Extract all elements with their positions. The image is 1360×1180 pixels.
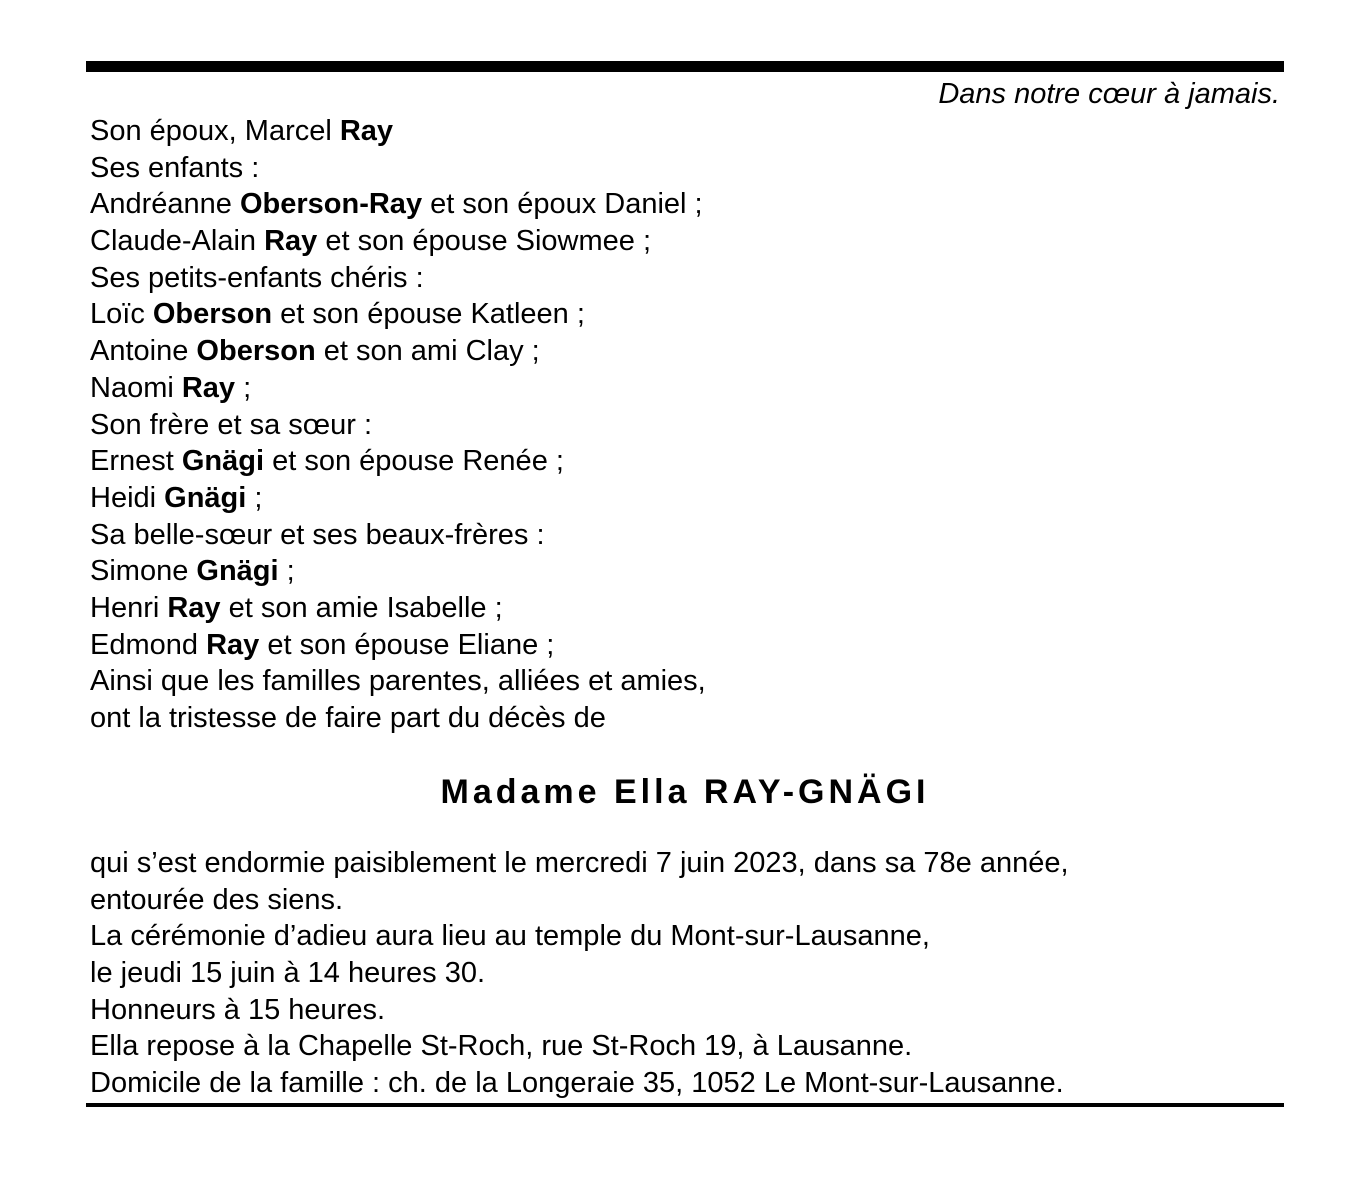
family-surname: Oberson (196, 335, 316, 368)
family-line: Loïc Oberson et son épouse Katleen ; (90, 298, 585, 331)
family-surname: Ray (339, 115, 394, 147)
family-line: Heidi Gnägi ; (90, 481, 263, 514)
info-line: Ella repose à la Chapelle St-Roch, rue St-Roch 19, à Lausanne. (90, 1030, 913, 1063)
top-border-rule (86, 61, 1284, 72)
info-line: entourée des siens. (90, 883, 344, 916)
family-surname: Oberson (152, 298, 273, 331)
family-line: ont la tristesse de faire part du décès de (90, 702, 606, 734)
info-line: La cérémonie d’adieu aura lieu au temple du Mont-sur-Lausanne, (90, 920, 930, 953)
family-line: Ernest Gnägi et son épouse Renée ; (90, 445, 564, 478)
family-line: Andréanne Oberson-Ray et son époux Daniel ; (90, 188, 703, 221)
deceased-name-heading: Madame Ella RAY-GNÄGI (440, 773, 930, 811)
family-surname: Gnägi (164, 481, 247, 514)
family-line: Ses enfants : (90, 151, 260, 184)
family-surname: Ray (181, 371, 236, 404)
bottom-border-rule (86, 1103, 1284, 1107)
family-line: Son époux, Marcel Ray (90, 115, 394, 147)
family-surname: Ray (206, 628, 260, 661)
family-line: Claude-Alain Ray et son épouse Siowmee ; (90, 225, 652, 258)
ceremony-info (90, 845, 1280, 1102)
family-line: Henri Ray et son amie Isabelle ; (90, 591, 503, 624)
info-line: Domicile de la famille : ch. de la Longeraie 35, 1052 Le Mont-sur-Lausanne. (90, 1067, 1064, 1100)
family-line: Naomi Ray ; (90, 371, 252, 404)
family-surname: Ray (264, 225, 318, 258)
family-surname: Oberson-Ray (239, 188, 423, 221)
info-line: Honneurs à 15 heures. (90, 993, 386, 1026)
family-line: Edmond Ray et son épouse Eliane ; (90, 628, 555, 661)
family-line: Son frère et sa sœur : (90, 408, 373, 441)
info-line: qui s’est endormie paisiblement le mercredi 7 juin 2023, dans sa 78e année, (90, 847, 1069, 879)
motto-text: Dans notre cœur à jamais. (938, 78, 1280, 110)
family-line: Antoine Oberson et son ami Clay ; (90, 335, 540, 368)
family-line: Simone Gnägi ; (90, 555, 295, 588)
family-line: Ses petits-enfants chéris : (90, 261, 424, 294)
family-line: Ainsi que les familles parentes, alliées et amies, (90, 665, 706, 698)
family-surname: Gnägi (196, 555, 279, 588)
family-line: Sa belle-sœur et ses beaux-frères : (90, 518, 545, 551)
family-surname: Ray (167, 591, 221, 624)
family-surname: Gnägi (181, 445, 265, 478)
family-list (90, 113, 1280, 737)
info-line: le jeudi 15 juin à 14 heures 30. (90, 957, 486, 990)
